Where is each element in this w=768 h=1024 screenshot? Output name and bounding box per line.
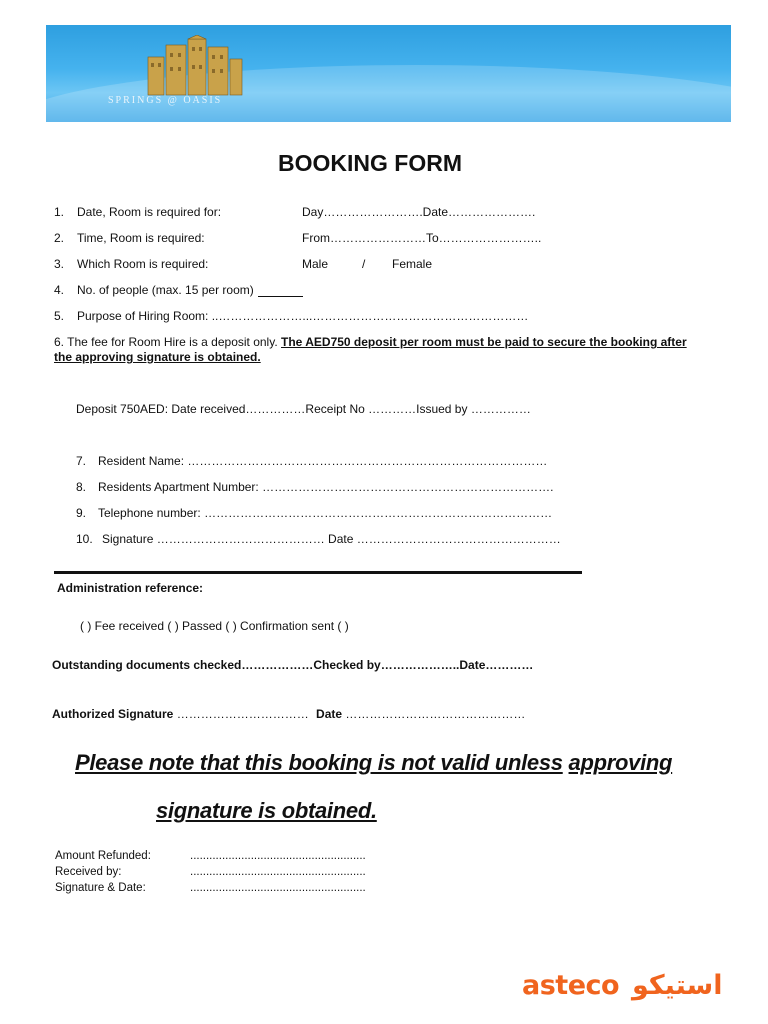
item-label-room: Which Room is required:: [77, 257, 209, 271]
notice-text-part-2: approving: [568, 750, 673, 775]
item-label-people: [77, 283, 303, 297]
authorized-date-dots: ………………………………………: [345, 707, 526, 721]
resident-apartment-line: Residents Apartment Number: ……………………………………………………………….: [98, 480, 554, 494]
option-female: Female: [392, 257, 433, 271]
resident-telephone-line: Telephone number: ……………………………………………………………………………: [98, 506, 553, 520]
item-value-time: From……………………To……………………..: [302, 231, 542, 245]
resident-signature-line: Signature …………………………………… Date ……………………………………………: [102, 532, 561, 546]
authorized-signature-dots: ……………………………: [176, 707, 309, 721]
asteco-logo: [522, 970, 722, 1001]
fee-line-2: the approving signature is obtained.: [54, 350, 261, 364]
people-blank-line: [258, 296, 303, 297]
fee-bold-text: The AED750 deposit per room must be paid to secure the booking after: [281, 335, 687, 349]
refund-received-dots: .......................................................: [190, 866, 366, 878]
building-logo-icon: [136, 35, 246, 97]
fee-line-1: [54, 335, 687, 349]
authorized-date-label: Date: [316, 707, 343, 721]
notice-text-part-1: Please note that this booking is not valid unless: [75, 750, 563, 775]
item-label-purpose: Purpose of Hiring Room: ..…………………...………………………………………………: [77, 309, 529, 323]
item-num-5: 5.: [54, 309, 65, 323]
validity-notice-line-1: [75, 750, 672, 776]
resident-num-7: 7.: [76, 454, 87, 468]
item-label-time: Time, Room is required:: [77, 231, 205, 245]
admin-title: Administration reference:: [57, 581, 204, 595]
resident-num-8: 8.: [76, 480, 87, 494]
authorized-signature-label: Authorized Signature: [52, 707, 174, 721]
section-divider: [54, 571, 582, 574]
asteco-logo-latin: asteco: [522, 970, 620, 1001]
option-separator: /: [362, 257, 366, 271]
admin-outstanding-line: Outstanding documents checked………………Checked by………………..Date…………: [52, 658, 534, 672]
admin-authorized-line: [52, 707, 525, 721]
page-title: BOOKING FORM: [278, 150, 462, 176]
item-num-3: 3.: [54, 257, 65, 271]
fee-lead-text: 6. The fee for Room Hire is a deposit only.: [54, 335, 278, 349]
resident-num-10: 10.: [76, 532, 93, 546]
banner-logo-text: SPRINGS @ OASIS: [108, 95, 223, 106]
item-num-2: 2.: [54, 231, 65, 245]
refund-received-label: Received by:: [55, 866, 122, 878]
header-banner: [46, 25, 731, 122]
admin-checks: ( ) Fee received ( ) Passed ( ) Confirmation sent ( ): [80, 619, 349, 633]
asteco-logo-arabic: استيكو: [631, 970, 723, 1001]
resident-num-9: 9.: [76, 506, 87, 520]
resident-name-line: Resident Name: ………………………………………………………………………………: [98, 454, 548, 468]
item-value-date: Day…………………….Date………………….: [302, 205, 536, 219]
item-num-4: 4.: [54, 283, 65, 297]
deposit-line: Deposit 750AED: Date received……………Receipt No …………Issued by ……………: [76, 402, 531, 416]
validity-notice-line-2: signature is obtained.: [156, 798, 377, 823]
refund-signature-dots: .......................................................: [190, 882, 366, 894]
item-label-date: Date, Room is required for:: [77, 205, 222, 219]
refund-amount-dots: .......................................................: [190, 850, 366, 862]
option-male: Male: [302, 257, 329, 271]
refund-signature-label: Signature & Date:: [55, 882, 146, 894]
item-num-1: 1.: [54, 205, 65, 219]
refund-amount-label: Amount Refunded:: [55, 850, 151, 862]
people-label-text: No. of people (max. 15 per room): [77, 283, 254, 297]
